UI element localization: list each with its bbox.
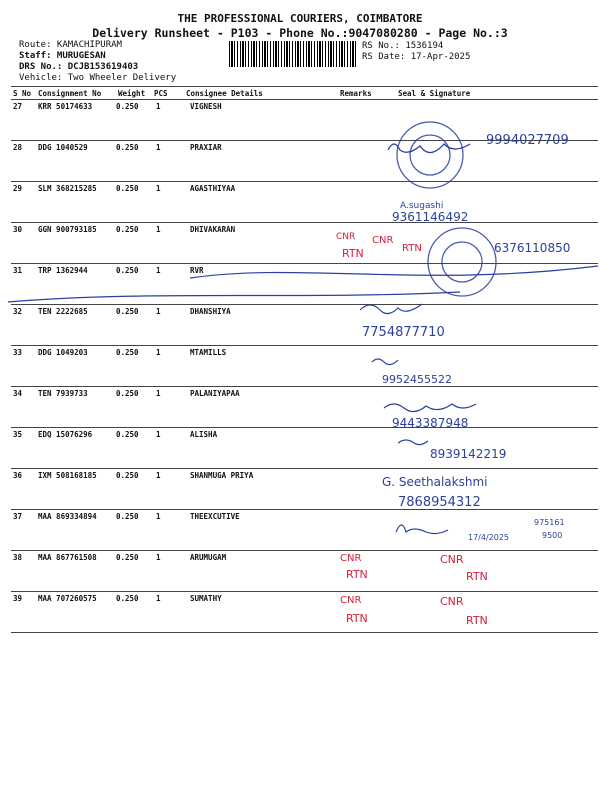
cell-weight: 0.250 [116, 471, 139, 480]
cell-weight: 0.250 [116, 225, 139, 234]
cell-name: DHANSHIYA [190, 307, 231, 316]
phone-30: 6376110850 [494, 241, 571, 255]
cell-sno: 29 [13, 184, 23, 193]
remark-cnr-39: CNR [340, 595, 362, 606]
cell-pcs: 1 [156, 102, 161, 111]
cell-cons: MAA 707260575 [38, 594, 97, 603]
cell-cons: MAA 867761508 [38, 553, 97, 562]
col-consignment: Consignment No [38, 89, 102, 98]
cell-cons: GGN 900793185 [38, 225, 97, 234]
phone-36: 7868954312 [398, 495, 481, 510]
cell-pcs: 1 [156, 266, 161, 275]
runsheet-subtitle: Delivery Runsheet - P103 - Phone No.:9047080280 - Page No.:3 [92, 26, 508, 40]
cell-name: PRAXIAR [190, 143, 222, 152]
cell-sno: 33 [13, 348, 23, 357]
cell-weight: 0.250 [116, 102, 139, 111]
cell-pcs: 1 [156, 512, 161, 521]
cell-weight: 0.250 [116, 143, 139, 152]
table-row [0, 469, 600, 510]
seal-cnr-38: CNR [440, 553, 464, 566]
header-top-rule [11, 86, 598, 87]
col-consignee: Consignee Details [186, 89, 263, 98]
col-weight: Weight [118, 89, 146, 98]
phone-32: 7754877710 [362, 325, 445, 340]
barcode-image [229, 41, 356, 67]
cell-name: ALISHA [190, 430, 218, 439]
date-37: 17/4/2025 [468, 533, 510, 542]
seal-cnr-30: CNR [372, 235, 394, 246]
cell-cons: TEN 7939733 [38, 389, 88, 398]
table-row [0, 100, 600, 141]
staff-label: Staff: MURUGESAN [19, 51, 106, 61]
seal-rtn-39: RTN [466, 614, 488, 627]
cell-sno: 38 [13, 553, 23, 562]
phone-34: 9443387948 [392, 416, 469, 430]
cell-pcs: 1 [156, 225, 161, 234]
table-row [0, 141, 600, 182]
cell-pcs: 1 [156, 348, 161, 357]
cell-sno: 35 [13, 430, 23, 439]
cell-cons: MAA 869334894 [38, 512, 97, 521]
table-row [0, 305, 600, 346]
note-37a: 975161 [534, 518, 565, 527]
cell-sno: 28 [13, 143, 23, 152]
cell-weight: 0.250 [116, 307, 139, 316]
row-divider [11, 632, 598, 633]
phone-33: 9952455522 [382, 373, 452, 386]
phone-35: 8939142219 [430, 447, 507, 461]
cell-cons: DDG 1040529 [38, 143, 88, 152]
table-row [0, 223, 600, 264]
cell-sno: 36 [13, 471, 23, 480]
cell-name: THEEXCUTIVE [190, 512, 240, 521]
route-label: Route: KAMACHIPURAM [19, 40, 122, 50]
cell-cons: TRP 1362944 [38, 266, 88, 275]
cell-name: AGASTHIYAA [190, 184, 236, 193]
cell-name: PALANIYAPAA [190, 389, 240, 398]
name-36: G. Seethalakshmi [382, 475, 488, 489]
cell-cons: IXM 508168185 [38, 471, 97, 480]
cell-cons: SLM 368215285 [38, 184, 97, 193]
cell-name: RVR [190, 266, 204, 275]
remark-rtn-39: RTN [346, 612, 368, 625]
cell-name: ARUMUGAM [190, 553, 227, 562]
cell-pcs: 1 [156, 471, 161, 480]
table-row [0, 428, 600, 469]
cell-name: VIGNESH [190, 102, 222, 111]
cell-sno: 27 [13, 102, 23, 111]
company-title: THE PROFESSIONAL COURIERS, COIMBATORE [177, 12, 423, 25]
table-row [0, 592, 600, 633]
cell-weight: 0.250 [116, 594, 139, 603]
cell-pcs: 1 [156, 553, 161, 562]
cell-weight: 0.250 [116, 184, 139, 193]
col-sno: S No [13, 89, 32, 98]
cell-weight: 0.250 [116, 512, 139, 521]
col-remarks: Remarks [340, 89, 372, 98]
table-row [0, 387, 600, 428]
seal-rtn-30: RTN [402, 243, 422, 254]
cell-name: DHIVAKARAN [190, 225, 236, 234]
remark-rtn-30: RTN [342, 247, 364, 260]
table-row [0, 510, 600, 551]
remark-rtn-38: RTN [346, 568, 368, 581]
cell-cons: TEN 2222685 [38, 307, 88, 316]
cell-name: SHANMUGA PRIYA [190, 471, 254, 480]
cell-cons: KRR 50174633 [38, 102, 93, 111]
cell-weight: 0.250 [116, 348, 139, 357]
table-row [0, 551, 600, 592]
cell-weight: 0.250 [116, 266, 139, 275]
phone-27: 9994027709 [486, 133, 569, 148]
cell-sno: 32 [13, 307, 23, 316]
seal-cnr-39: CNR [440, 595, 464, 608]
cell-weight: 0.250 [116, 430, 139, 439]
rs-date: RS Date: 17-Apr-2025 [362, 52, 471, 62]
cell-cons: DDG 1049203 [38, 348, 88, 357]
cell-pcs: 1 [156, 184, 161, 193]
note-37b: 9500 [542, 531, 563, 540]
cell-weight: 0.250 [116, 389, 139, 398]
table-row [0, 346, 600, 387]
rs-number: RS No.: 1536194 [362, 41, 444, 51]
cell-pcs: 1 [156, 307, 161, 316]
cell-sno: 39 [13, 594, 23, 603]
col-seal: Seal & Signature [398, 89, 471, 98]
cell-weight: 0.250 [116, 553, 139, 562]
cell-sno: 31 [13, 266, 23, 275]
cell-pcs: 1 [156, 143, 161, 152]
name-29: A.sugashi [400, 201, 444, 211]
table-row [0, 182, 600, 223]
cell-sno: 37 [13, 512, 23, 521]
vehicle-label: Vehicle: Two Wheeler Delivery [19, 73, 177, 83]
seal-rtn-38: RTN [466, 570, 488, 583]
drs-label: DRS No.: DCJB153619403 [19, 62, 139, 72]
col-pcs: PCS [154, 89, 168, 98]
cell-sno: 30 [13, 225, 23, 234]
cell-sno: 34 [13, 389, 23, 398]
remark-cnr-30: CNR [336, 232, 356, 242]
cell-pcs: 1 [156, 389, 161, 398]
cell-pcs: 1 [156, 594, 161, 603]
phone-29: 9361146492 [392, 210, 469, 224]
remark-cnr-38: CNR [340, 553, 362, 564]
cell-name: SUMATHY [190, 594, 222, 603]
cell-pcs: 1 [156, 430, 161, 439]
cell-name: MTAMILLS [190, 348, 227, 357]
table-row [0, 264, 600, 305]
cell-cons: EDQ 15076296 [38, 430, 93, 439]
